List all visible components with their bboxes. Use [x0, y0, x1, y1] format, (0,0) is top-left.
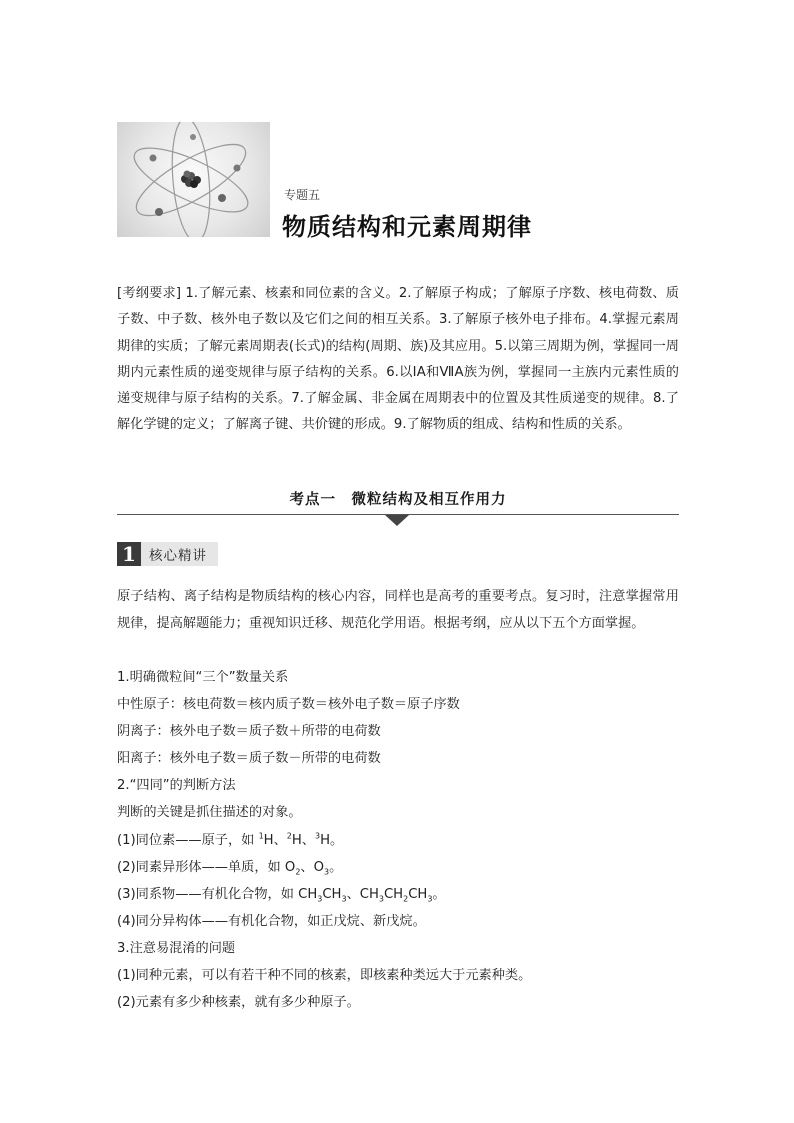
atom-illustration — [117, 122, 270, 237]
anion-rule: 阴离子：核外电子数＝质子数＋所带的电荷数 — [117, 724, 381, 739]
core-badge-number: 1 — [117, 542, 141, 566]
topic-title: 物质结构和元素周期律 — [282, 213, 532, 241]
point-1-heading: 1.明确微粒间“三个”数量关系 — [117, 670, 289, 685]
allotrope-line: (2)同素异形体——单质，如 $O_2$、$O_3$。 — [117, 860, 343, 877]
isomer-line: (4)同分异构体——有机化合物，如正戊烷、新戊烷。 — [117, 914, 426, 929]
requirements-text: 1.了解元素、核素和同位素的含义。2.了解原子构成；了解原子序数、核电荷数、质子数、中子数、核外电子数以及它们之间的相互关系。3.了解原子核外电子排布。4.掌握元素周期律的实质；了解元素周期表(长式)的结构(周期、族)及其应用。5.以第三周期为例，掌握同一周期内元素性质的递变规律与原子结构的关系。6.以ⅠA和ⅦA族为例，掌握同一主族内元素性质的递变规律与原子结构的关系。7.了解金属、非金属在周期表中的位置及其性质递变的规律。8.了解化学键的定义；了解离子键、共价键的形成。9.了解物质的组成、结构和性质的关系。 — [117, 286, 679, 433]
topic-label: 专题五 — [284, 188, 321, 202]
atom-icon — [117, 122, 270, 237]
requirements-tag: [考纲要求] — [117, 286, 181, 301]
core-badge — [117, 542, 218, 566]
point-3-heading: 3.注意易混淆的问题 — [117, 941, 236, 956]
cation-rule: 阳离子：核外电子数＝质子数－所带的电荷数 — [117, 751, 381, 766]
section-title: 考点一 微粒结构及相互作用力 — [289, 491, 507, 508]
syllabus-requirements — [117, 281, 679, 439]
intro-paragraph: 原子结构、离子结构是物质结构的核心内容，同样也是高考的重要考点。复习时，注意掌握常用规律，提高解题能力；重视知识迁移、规范化学用语。根据考纲，应从以下五个方面掌握。 — [117, 589, 679, 631]
section-arrow-icon — [385, 515, 409, 526]
homolog-line: (3)同系物——有机化合物，如 $CH_3CH_3$、$CH_3CH_2CH_3$。 — [117, 887, 446, 904]
point-2-heading: 2.“四同”的判断方法 — [117, 778, 236, 793]
isotope-line: (1)同位素——原子，如 $^1$H、$^2$H、$^3$H。 — [117, 831, 344, 848]
core-badge-label: 核心精讲 — [149, 548, 207, 564]
neutral-atom-rule: 中性原子：核电荷数＝核内质子数＝核外电子数＝原子序数 — [117, 697, 460, 712]
confusion-note-2: (2)元素有多少种核素，就有多少种原子。 — [117, 995, 360, 1010]
judgement-key: 判断的关键是抓住描述的对象。 — [117, 805, 302, 820]
confusion-note-1: (1)同种元素，可以有若干种不同的核素，即核素种类远大于元素种类。 — [117, 968, 532, 983]
